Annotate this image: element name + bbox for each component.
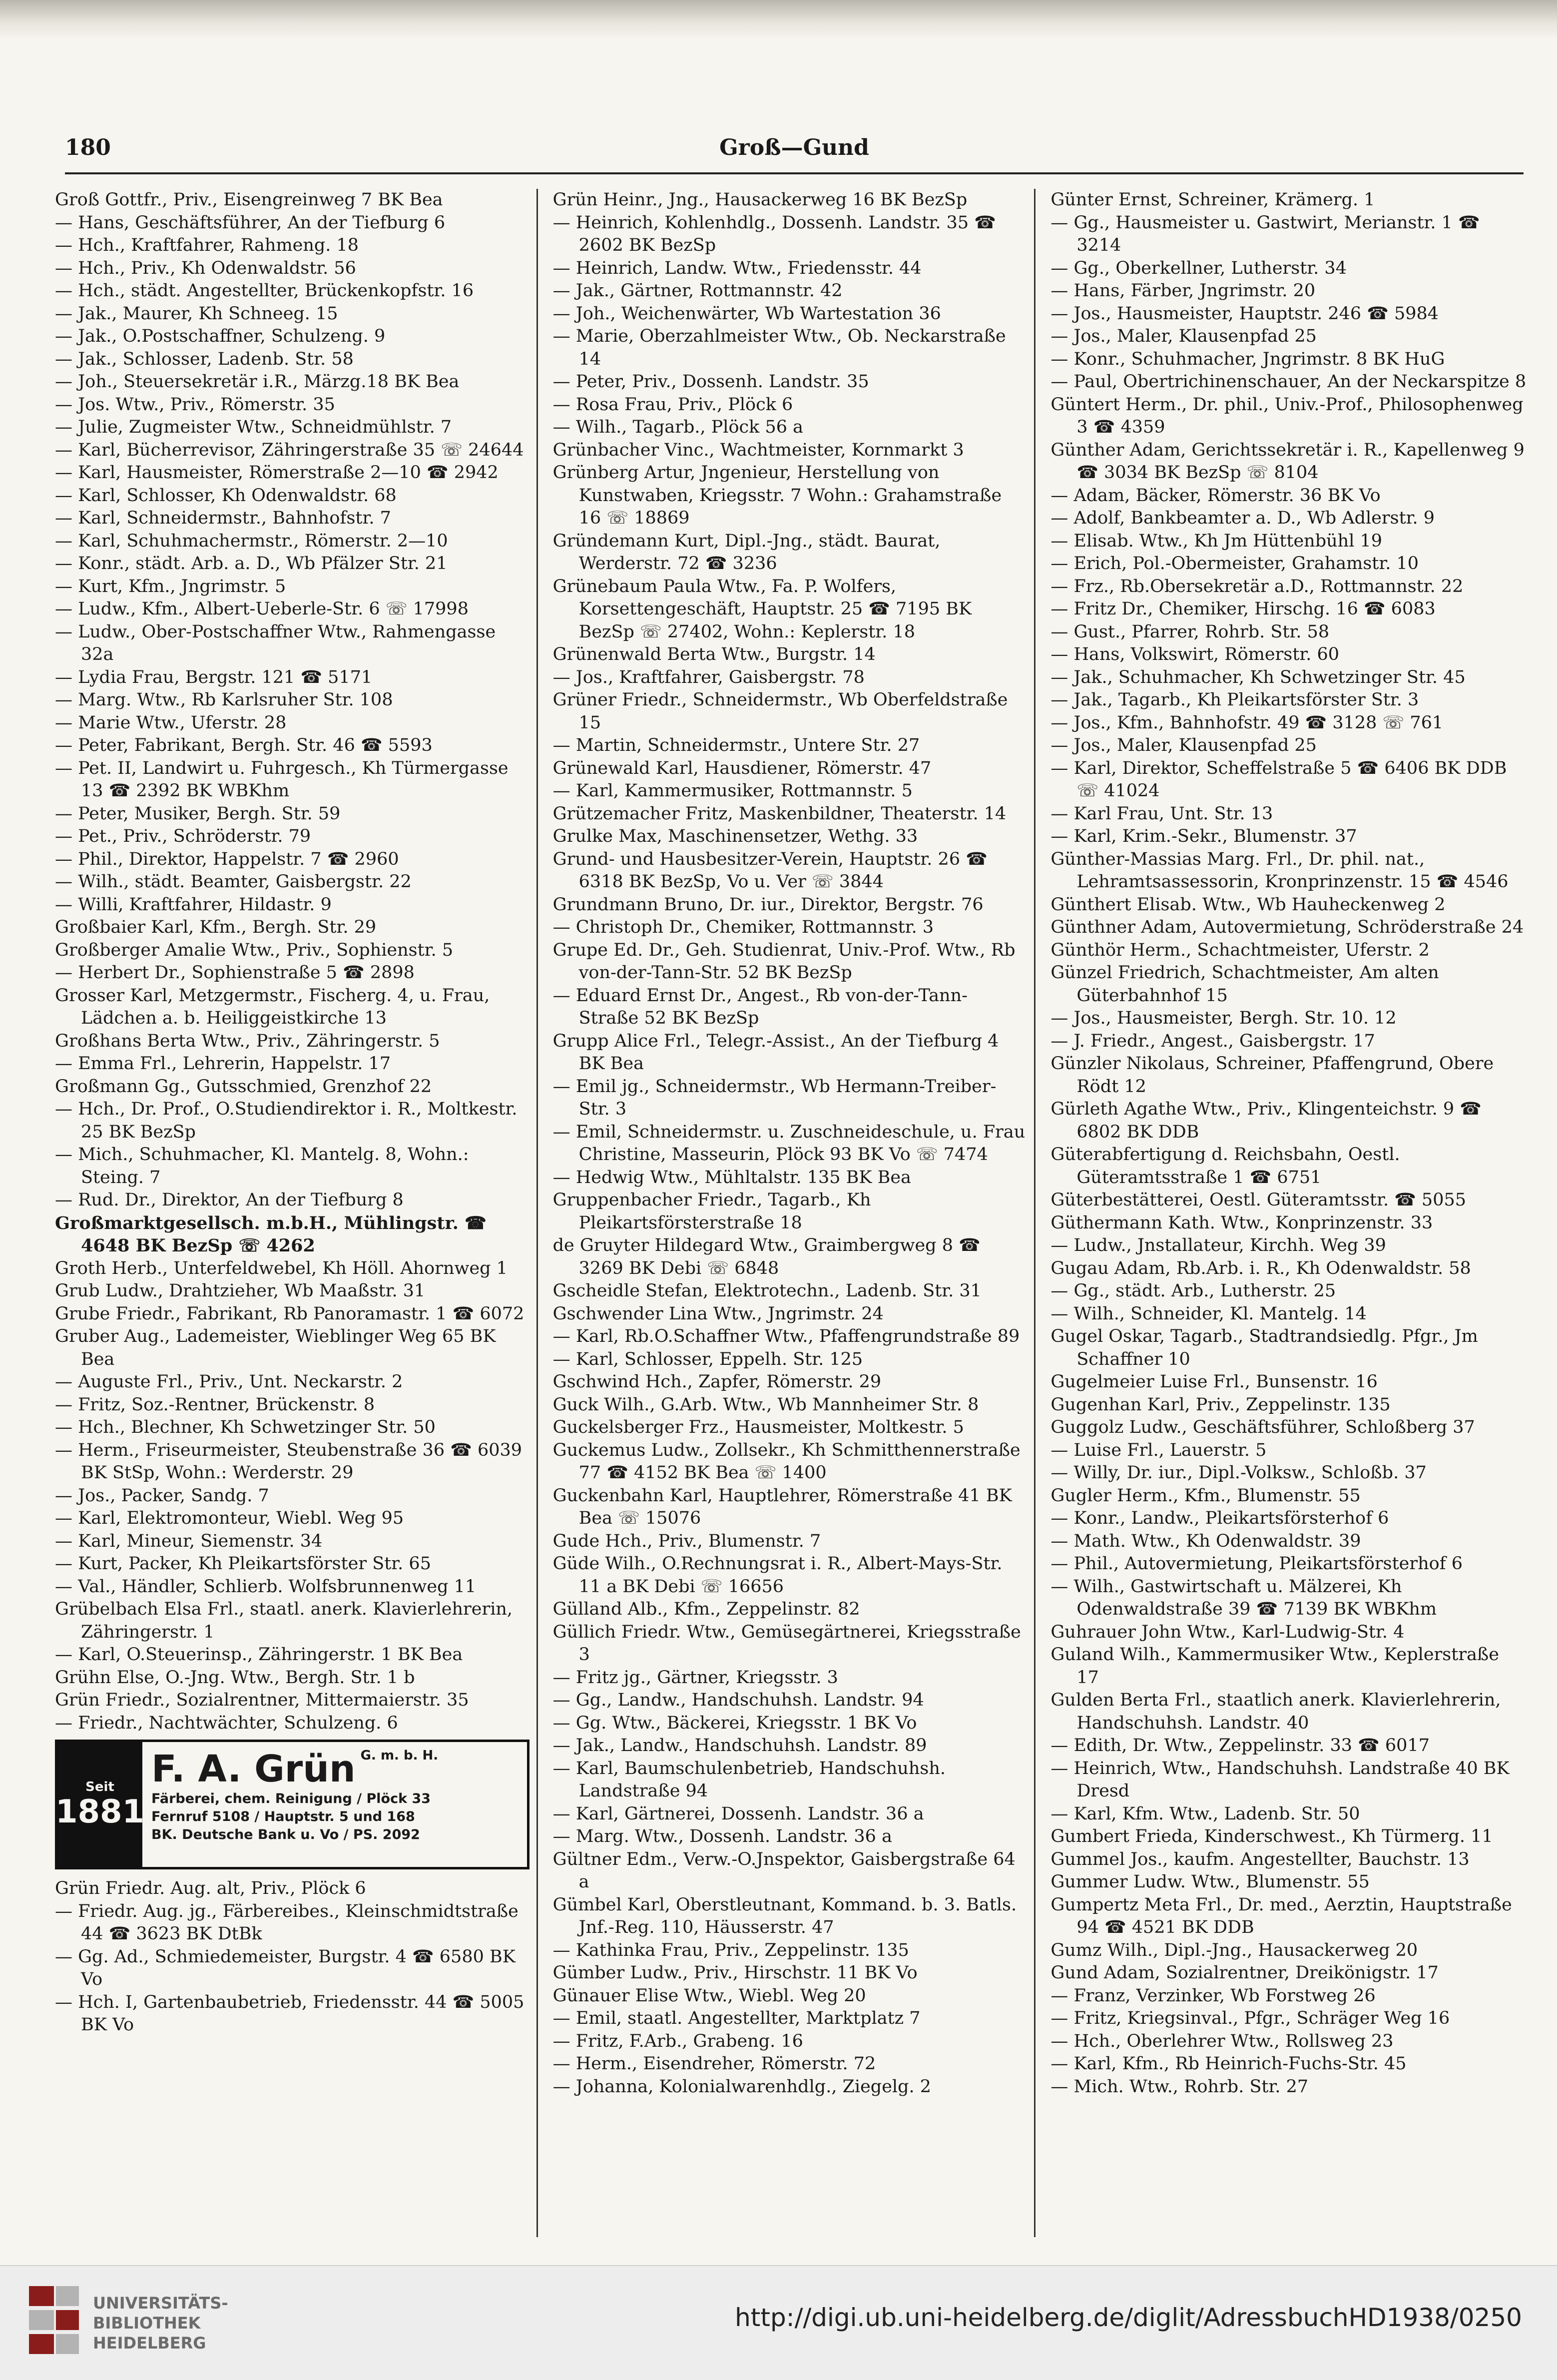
- directory-entry: — Gg., Hausmeister u. Gastwirt, Merianstr. 1 ☎ 3214: [1050, 212, 1480, 255]
- directory-entry: — Auguste Frl., Priv., Unt. Neckarstr. 2: [55, 1372, 403, 1392]
- directory-entry: Gugler Herm., Kfm., Blumenstr. 55: [1050, 1485, 1361, 1506]
- directory-entry: Gültner Edm., Verw.-O.Jnspektor, Gaisbergstraße 64 a: [552, 1849, 1016, 1892]
- directory-entry: — Karl, Kammermusiker, Rottmannstr. 5: [552, 781, 913, 801]
- directory-entry: — Friedr. Aug. jg., Färbereibes., Kleinschmidtstraße 44 ☎ 3623 BK DtBk: [55, 1901, 519, 1944]
- directory-entry: — Val., Händler, Schlierb. Wolfsbrunnenweg 11: [55, 1576, 477, 1597]
- directory-entry: — Jos., Maler, Klausenpfad 25: [1050, 735, 1317, 755]
- directory-entry: Günter Ernst, Schreiner, Krämerg. 1: [1050, 190, 1375, 210]
- directory-entry: Gude Hch., Priv., Blumenstr. 7: [552, 1531, 821, 1551]
- directory-entry: Günther-Massias Marg. Frl., Dr. phil. nat., Lehramtsassessorin, Kronprinzenstr. 15 ☎ 4546: [1050, 849, 1509, 892]
- directory-entry: — Willy, Dr. iur., Dipl.-Volksw., Schloßb. 37: [1050, 1463, 1427, 1483]
- directory-entry: Grün Friedr. Aug. alt, Priv., Plöck 6: [55, 1878, 366, 1898]
- directory-entry: Guckelsberger Frz., Hausmeister, Moltkestr. 5: [552, 1417, 964, 1437]
- source-url-link[interactable]: http://digi.ub.uni-heidelberg.de/diglit/AdressbuchHD1938/0250: [735, 2303, 1522, 2332]
- directory-entry: Grub Ludw., Drahtzieher, Wb Maaßstr. 31: [55, 1281, 426, 1301]
- directory-entry: Gumz Wilh., Dipl.-Jng., Hausackerweg 20: [1050, 1940, 1418, 1960]
- directory-entry: — Karl, Schneidermstr., Bahnhofstr. 7: [55, 508, 391, 528]
- directory-entry: — Fritz jg., Gärtner, Kriegsstr. 3: [552, 1667, 838, 1688]
- directory-entry: Gund Adam, Sozialrentner, Dreikönigstr. 17: [1050, 1963, 1439, 1983]
- directory-entry: Gugau Adam, Rb.Arb. i. R., Kh Odenwaldstr. 58: [1050, 1258, 1471, 1278]
- directory-entry: — Hch., Blechner, Kh Schwetzinger Str. 50: [55, 1417, 436, 1437]
- directory-entry: Grützemacher Fritz, Maskenbildner, Theaterstr. 14: [552, 803, 1007, 824]
- directory-entry: — Franz, Verzinker, Wb Forstweg 26: [1050, 1985, 1376, 2006]
- directory-entry: Gürleth Agathe Wtw., Priv., Klingenteichstr. 9 ☎ 6802 BK DDB: [1050, 1099, 1482, 1142]
- directory-entry: Gugelmeier Luise Frl., Bunsenstr. 16: [1050, 1372, 1378, 1392]
- directory-entry: Grünebaum Paula Wtw., Fa. P. Wolfers, Korsettengeschäft, Hauptstr. 25 ☎ 7195 BK BezSp ☏ 27402, Wohn.: Keplerstr. 18: [552, 576, 972, 642]
- directory-entry: Grüner Friedr., Schneidermstr., Wb Oberfeldstraße 15: [552, 690, 1008, 733]
- directory-entry: — Erich, Pol.-Obermeister, Grahamstr. 10: [1050, 554, 1419, 574]
- directory-entry: — Karl, Gärtnerei, Dossenh. Landstr. 36 a: [552, 1803, 924, 1824]
- directory-entry: — Friedr., Nachtwächter, Schulzeng. 6: [55, 1713, 398, 1733]
- directory-entry: — Christoph Dr., Chemiker, Rottmannstr. 3: [552, 917, 934, 937]
- directory-entry: — Herm., Friseurmeister, Steubenstraße 36 ☎ 6039 BK StSp, Wohn.: Werderstr. 29: [55, 1440, 522, 1483]
- directory-entry: Günauer Elise Wtw., Wiebl. Weg 20: [552, 1985, 866, 2006]
- directory-entry: — Joh., Steuersekretär i.R., Märzg.18 BK Bea: [55, 372, 460, 392]
- directory-entry: Gummer Ludw. Wtw., Blumenstr. 55: [1050, 1872, 1370, 1892]
- directory-entry: — Marie Wtw., Uferstr. 28: [55, 712, 287, 733]
- ad-line-1: Färberei, chem. Reinigung / Plöck 33: [151, 1791, 431, 1806]
- directory-entry: — Gust., Pfarrer, Rohrb. Str. 58: [1050, 621, 1330, 642]
- directory-entry: — Karl Frau, Unt. Str. 13: [1050, 803, 1273, 824]
- page-number: 180: [65, 135, 111, 160]
- directory-entry: Günthner Adam, Autovermietung, Schröderstraße 24: [1050, 917, 1524, 937]
- directory-entry: Grosser Karl, Metzgermstr., Fischerg. 4, u. Frau, Lädchen a. b. Heiliggeistkirche 13: [55, 985, 490, 1028]
- column-1: [55, 189, 538, 2237]
- directory-entry: — Marg. Wtw., Rb Karlsruher Str. 108: [55, 690, 393, 710]
- directory-entry: Gruber Aug., Lademeister, Wieblinger Weg 65 BK Bea: [55, 1326, 496, 1369]
- directory-entry: Groß Gottfr., Priv., Eisengreinweg 7 BK Bea: [55, 190, 443, 210]
- directory-entry: — Herm., Eisendreher, Römerstr. 72: [552, 2054, 876, 2074]
- directory-entry: — Jak., Gärtner, Rottmannstr. 42: [552, 281, 843, 301]
- directory-entry: — Konr., Landw., Pleikartsförsterhof 6: [1050, 1508, 1389, 1528]
- ad-year: 1881: [55, 1793, 145, 1830]
- ad-line-2: Fernruf 5108 / Hauptstr. 5 und 168: [151, 1809, 415, 1824]
- directory-entry: Güterbestätterei, Oestl. Güteramtsstr. ☎ 5055: [1050, 1190, 1467, 1210]
- directory-entry: — Emil, staatl. Angestellter, Marktplatz 7: [552, 2008, 921, 2028]
- page-range-title: Groß—Gund: [719, 135, 869, 160]
- directory-entry: — Pet., Priv., Schröderstr. 79: [55, 826, 311, 846]
- directory-entry: — J. Friedr., Angest., Gaisbergstr. 17: [1050, 1031, 1375, 1051]
- library-logo-icon: [24, 2286, 84, 2356]
- directory-entry: — Karl, Bücherrevisor, Zähringerstraße 35 ☏ 24644: [55, 440, 524, 460]
- directory-entry: — Pet. II, Landwirt u. Fuhrgesch., Kh Türmergasse 13 ☎ 2392 BK WBKhm: [55, 758, 509, 801]
- directory-entry: — Wilh., Gastwirtschaft u. Mälzerei, Kh Odenwaldstraße 39 ☎ 7139 BK WBKhm: [1050, 1576, 1437, 1619]
- directory-entry: — Jak., O.Postschaffner, Schulzeng. 9: [55, 326, 386, 346]
- directory-entry: Gummel Jos., kaufm. Angestellter, Bauchstr. 13: [1050, 1849, 1470, 1869]
- directory-entry: Günthert Elisab. Wtw., Wb Hauheckenweg 2: [1050, 894, 1446, 915]
- directory-entry: Gümber Ludw., Priv., Hirschstr. 11 BK Vo: [552, 1963, 918, 1983]
- directory-entry: — Karl, Rb.O.Schaffner Wtw., Pfaffengrundstraße 89: [552, 1326, 1020, 1346]
- directory-entry: Günzel Friedrich, Schachtmeister, Am alten Güterbahnhof 15: [1050, 963, 1439, 1006]
- directory-entry: — Hch., städt. Angestellter, Brückenkopfstr. 16: [55, 281, 474, 301]
- directory-entry: Grube Friedr., Fabrikant, Rb Panoramastr. 1 ☎ 6072: [55, 1303, 524, 1324]
- directory-entry: — Kathinka Frau, Priv., Zeppelinstr. 135: [552, 1940, 909, 1960]
- directory-entry: Gumbert Frieda, Kinderschwest., Kh Türmerg. 11: [1050, 1826, 1493, 1846]
- directory-entry: — Jos., Maler, Klausenpfad 25: [1050, 326, 1317, 346]
- directory-entry: Guck Wilh., G.Arb. Wtw., Wb Mannheimer Str. 8: [552, 1394, 979, 1415]
- library-name: [93, 2293, 293, 2353]
- directory-entry: Groth Herb., Unterfeldwebel, Kh Höll. Ahornweg 1: [55, 1258, 508, 1278]
- directory-entry: — Gg., Landw., Handschuhsh. Landstr. 94: [552, 1690, 924, 1710]
- directory-entry: — Jak., Landw., Handschuhsh. Landstr. 89: [552, 1736, 927, 1756]
- directory-entry: — Rud. Dr., Direktor, An der Tiefburg 8: [55, 1190, 404, 1210]
- directory-entry: — Rosa Frau, Priv., Plöck 6: [552, 394, 793, 415]
- directory-entry: Gugel Oskar, Tagarb., Stadtrandsiedlg. Pfgr., Jm Schaffner 10: [1050, 1326, 1478, 1369]
- directory-entry: Guland Wilh., Kammermusiker Wtw., Keplerstraße 17: [1050, 1645, 1500, 1688]
- directory-entry: — Willi, Kraftfahrer, Hildastr. 9: [55, 894, 332, 915]
- directory-entry: Gscheidle Stefan, Elektrotechn., Ladenb. Str. 31: [552, 1281, 982, 1301]
- directory-entry: — Jos. Wtw., Priv., Römerstr. 35: [55, 394, 335, 415]
- directory-entry: — Lydia Frau, Bergstr. 121 ☎ 5171: [55, 667, 373, 687]
- directory-entry: — Hans, Volkswirt, Römerstr. 60: [1050, 644, 1340, 664]
- scan-top-edge: [0, 0, 1557, 40]
- directory-entry: — Karl, Mineur, Siemenstr. 34: [55, 1531, 323, 1551]
- directory-entry: Großbaier Karl, Kfm., Bergh. Str. 29: [55, 917, 377, 937]
- directory-entry: — Hans, Färber, Jngrimstr. 20: [1050, 281, 1316, 301]
- directory-entry: — Hans, Geschäftsführer, An der Tiefburg 6: [55, 212, 446, 233]
- directory-entry: Güntert Herm., Dr. phil., Univ.-Prof., Philosophenweg 3 ☎ 4359: [1050, 394, 1524, 437]
- directory-entry: Guggolz Ludw., Geschäftsführer, Schloßberg 37: [1050, 1417, 1475, 1437]
- directory-entry: Güterabfertigung d. Reichsbahn, Oestl. Güteramtsstraße 1 ☎ 6751: [1050, 1145, 1400, 1188]
- directory-entry: Grünenwald Berta Wtw., Burgstr. 14: [552, 644, 876, 664]
- directory-entry: — Adam, Bäcker, Römerstr. 36 BK Vo: [1050, 485, 1381, 506]
- directory-entry: — Joh., Weichenwärter, Wb Wartestation 36: [552, 303, 941, 324]
- column-3: [1050, 189, 1534, 2237]
- directory-entry: — Luise Frl., Lauerstr. 5: [1050, 1440, 1267, 1460]
- directory-entry: Günthör Herm., Schachtmeister, Uferstr. 2: [1050, 940, 1430, 960]
- directory-entry: — Mich., Schuhmacher, Kl. Mantelg. 8, Wohn.: Steing. 7: [55, 1145, 469, 1188]
- directory-entry: — Ludw., Ober-Postschaffner Wtw., Rahmengasse 32a: [55, 621, 496, 664]
- directory-entry: — Gg., städt. Arb., Lutherstr. 25: [1050, 1281, 1336, 1301]
- directory-entry: — Adolf, Bankbeamter a. D., Wb Adlerstr. 9: [1050, 508, 1435, 528]
- footer-bar: [0, 2265, 1557, 2380]
- directory-entry: — Karl, Hausmeister, Römerstraße 2—10 ☎ 2942: [55, 463, 499, 483]
- directory-entry: Großmann Gg., Gutsschmied, Grenzhof 22: [55, 1076, 432, 1097]
- library-name-line-1: UNIVERSITÄTS-: [93, 2294, 228, 2313]
- directory-entry: — Wilh., städt. Beamter, Gaisbergstr. 22: [55, 872, 412, 892]
- directory-entry: — Herbert Dr., Sophienstraße 5 ☎ 2898: [55, 963, 415, 983]
- directory-entry: — Konr., Schuhmacher, Jngrimstr. 8 BK HuG: [1050, 349, 1445, 369]
- directory-entry: Günzler Nikolaus, Schreiner, Pfaffengrund, Obere Rödt 12: [1050, 1054, 1494, 1097]
- directory-entry: — Frz., Rb.Obersekretär a.D., Rottmannstr. 22: [1050, 576, 1464, 596]
- directory-entry: — Ludw., Kfm., Albert-Ueberle-Str. 6 ☏ 17998: [55, 599, 469, 619]
- page-header: [65, 135, 1524, 165]
- directory-entry: — Hedwig Wtw., Mühltalstr. 135 BK Bea: [552, 1167, 911, 1188]
- directory-entry: — Math. Wtw., Kh Odenwaldstr. 39: [1050, 1531, 1361, 1551]
- directory-entry: Gschwender Lina Wtw., Jngrimstr. 24: [552, 1303, 884, 1324]
- directory-entry: — Emil, Schneidermstr. u. Zuschneideschule, u. Frau Christine, Masseurin, Plöck 93 BK Vo ☏ 7474: [552, 1122, 1026, 1165]
- directory-entry: — Julie, Zugmeister Wtw., Schneidmühlstr. 7: [55, 417, 452, 437]
- directory-entry: Grübelbach Elsa Frl., staatl. anerk. Klavierlehrerin, Zähringerstr. 1: [55, 1599, 513, 1642]
- directory-columns: [55, 189, 1534, 2237]
- directory-entry: — Karl, Schlosser, Kh Odenwaldstr. 68: [55, 485, 397, 506]
- directory-entry: — Peter, Musiker, Bergh. Str. 59: [55, 803, 341, 824]
- directory-entry: Gulden Berta Frl., staatlich anerk. Klavierlehrerin, Handschuhsh. Landstr. 40: [1050, 1690, 1501, 1733]
- directory-entry: — Fritz, Kriegsinval., Pfgr., Schräger Weg 16: [1050, 2008, 1450, 2028]
- directory-entry: — Wilh., Schneider, Kl. Mantelg. 14: [1050, 1303, 1367, 1324]
- directory-entry: Gümbel Karl, Oberstleutnant, Kommand. b. 3. Batls. Jnf.-Reg. 110, Häusserstr. 47: [552, 1894, 1017, 1937]
- ad-year-block: [55, 1742, 145, 1867]
- directory-entry: — Eduard Ernst Dr., Angest., Rb von-der-Tann-Straße 52 BK BezSp: [552, 985, 968, 1028]
- directory-entry: Großberger Amalie Wtw., Priv., Sophienstr. 5: [55, 940, 454, 960]
- directory-entry: — Gg., Oberkellner, Lutherstr. 34: [1050, 258, 1347, 278]
- directory-entry: Gugenhan Karl, Priv., Zeppelinstr. 135: [1050, 1394, 1391, 1415]
- column-2: [553, 189, 1036, 2237]
- directory-entry: — Karl, Schuhmachermstr., Römerstr. 2—10: [55, 531, 448, 551]
- directory-entry: — Jak., Schlosser, Ladenb. Str. 58: [55, 349, 354, 369]
- directory-entry: — Heinrich, Wtw., Handschuhsh. Landstraße 40 BK Dresd: [1050, 1758, 1510, 1801]
- directory-entry: — Karl, Direktor, Scheffelstraße 5 ☎ 6406 BK DDB ☏ 41024: [1050, 758, 1507, 801]
- directory-entry: — Karl, Kfm., Rb Heinrich-Fuchs-Str. 45: [1050, 2054, 1407, 2074]
- directory-entry: — Marie, Oberzahlmeister Wtw., Ob. Neckarstraße 14: [552, 326, 1006, 369]
- directory-entry: — Jos., Kraftfahrer, Gaisbergstr. 78: [552, 667, 865, 687]
- directory-entry: — Karl, Kfm. Wtw., Ladenb. Str. 50: [1050, 1803, 1360, 1824]
- directory-entry: Grupp Alice Frl., Telegr.-Assist., An der Tiefburg 4 BK Bea: [552, 1031, 999, 1074]
- directory-entry: — Emma Frl., Lehrerin, Happelstr. 17: [55, 1054, 391, 1074]
- directory-entry: — Fritz, Soz.-Rentner, Brückenstr. 8: [55, 1394, 375, 1415]
- directory-entry: Grün Heinr., Jng., Hausackerweg 16 BK BezSp: [552, 190, 968, 210]
- directory-entry: — Jos., Hausmeister, Hauptstr. 246 ☎ 5984: [1050, 303, 1439, 324]
- directory-entry: Gruppenbacher Friedr., Tagarb., Kh Pleikartsförsterstraße 18: [552, 1190, 871, 1233]
- directory-entry: — Martin, Schneidermstr., Untere Str. 27: [552, 735, 920, 755]
- ad-company-name: F. A. Grün: [151, 1748, 356, 1790]
- directory-entry: — Peter, Priv., Dossenh. Landstr. 35: [552, 372, 869, 392]
- directory-entry: — Phil., Autovermietung, Pleikartsförsterhof 6: [1050, 1554, 1463, 1574]
- directory-entry: de Gruyter Hildegard Wtw., Graimbergweg 8 ☎ 3269 BK Debi ☏ 6848: [552, 1235, 981, 1278]
- directory-entry: Güde Wilh., O.Rechnungsrat i. R., Albert-Mays-Str. 11 a BK Debi ☏ 16656: [552, 1554, 1003, 1597]
- directory-entry: — Mich. Wtw., Rohrb. Str. 27: [1050, 2076, 1309, 2097]
- directory-entry: Gumpertz Meta Frl., Dr. med., Aerztin, Hauptstraße 94 ☎ 4521 BK DDB: [1050, 1894, 1512, 1937]
- directory-entry: Grünewald Karl, Hausdiener, Römerstr. 47: [552, 758, 932, 778]
- directory-entry: Grupe Ed. Dr., Geh. Studienrat, Univ.-Prof. Wtw., Rb von-der-Tann-Str. 52 BK BezSp: [552, 940, 1016, 983]
- ad-content: [142, 1742, 527, 1867]
- directory-entry: — Hch., Oberlehrer Wtw., Rollsweg 23: [1050, 2031, 1394, 2051]
- directory-entry: — Hch. I, Gartenbaubetrieb, Friedensstr. 44 ☎ 5005 BK Vo: [55, 1992, 524, 2035]
- directory-entry: Grünbacher Vinc., Wachtmeister, Kornmarkt 3: [552, 440, 964, 460]
- header-rule: [65, 172, 1524, 174]
- directory-entry: — Jos., Kfm., Bahnhofstr. 49 ☎ 3128 ☏ 761: [1050, 712, 1444, 733]
- directory-entry: Güllich Friedr. Wtw., Gemüsegärtnerei, Kriegsstraße 3: [552, 1622, 1021, 1665]
- directory-entry: — Edith, Dr. Wtw., Zeppelinstr. 33 ☎ 6017: [1050, 1736, 1430, 1756]
- directory-entry: — Wilh., Tagarb., Plöck 56 a: [552, 417, 804, 437]
- directory-entry: — Karl, Elektromonteur, Wiebl. Weg 95: [55, 1508, 404, 1528]
- directory-entry: — Hch., Priv., Kh Odenwaldstr. 56: [55, 258, 356, 278]
- directory-entry: — Heinrich, Kohlenhdlg., Dossenh. Landstr. 35 ☎ 2602 BK BezSp: [552, 212, 996, 255]
- directory-entry: Gschwind Hch., Zapfer, Römerstr. 29: [552, 1372, 882, 1392]
- directory-entry: — Jak., Maurer, Kh Schneeg. 15: [55, 303, 338, 324]
- directory-entry: Grund- und Hausbesitzer-Verein, Hauptstr. 26 ☎ 6318 BK BezSp, Vo u. Ver ☏ 3844: [552, 849, 988, 892]
- directory-entry: — Hch., Kraftfahrer, Rahmeng. 18: [55, 235, 359, 255]
- directory-entry: Großhans Berta Wtw., Priv., Zähringerstr. 5: [55, 1031, 440, 1051]
- directory-entry: — Kurt, Packer, Kh Pleikartsförster Str. 65: [55, 1554, 431, 1574]
- directory-entry: — Hch., Dr. Prof., O.Studiendirektor i. R., Moltkestr. 25 BK BezSp: [55, 1099, 518, 1142]
- directory-entry: — Gg. Wtw., Bäckerei, Kriegsstr. 1 BK Vo: [552, 1713, 917, 1733]
- directory-entry: — Karl, O.Steuerinsp., Zähringerstr. 1 BK Bea: [55, 1645, 463, 1665]
- directory-entry: Gülland Alb., Kfm., Zeppelinstr. 82: [552, 1599, 860, 1619]
- ad-line-3: BK. Deutsche Bank u. Vo / PS. 2092: [151, 1827, 420, 1842]
- directory-entry: — Heinrich, Landw. Wtw., Friedensstr. 44: [552, 258, 922, 278]
- directory-entry: — Ludw., Jnstallateur, Kirchh. Weg 39: [1050, 1235, 1386, 1255]
- directory-entry: Grün Friedr., Sozialrentner, Mittermaierstr. 35: [55, 1690, 469, 1710]
- directory-entry: — Phil., Direktor, Happelstr. 7 ☎ 2960: [55, 849, 399, 869]
- directory-entry: Günther Adam, Gerichtssekretär i. R., Kapellenweg 9 ☎ 3034 BK BezSp ☏ 8104: [1050, 440, 1525, 483]
- library-name-line-2: BIBLIOTHEK: [93, 2314, 201, 2333]
- advertisement-box: [55, 1740, 529, 1869]
- directory-entry: Gründemann Kurt, Dipl.-Jng., städt. Baurat, Werderstr. 72 ☎ 3236: [552, 531, 941, 574]
- directory-entry: — Jak., Schuhmacher, Kh Schwetzinger Str. 45: [1050, 667, 1466, 687]
- directory-entry: — Elisab. Wtw., Kh Jm Hüttenbühl 19: [1050, 531, 1383, 551]
- directory-entry: Guhrauer John Wtw., Karl-Ludwig-Str. 4: [1050, 1622, 1405, 1642]
- directory-entry: — Karl, Baumschulenbetrieb, Handschuhsh. Landstraße 94: [552, 1758, 946, 1801]
- ad-legal-form: G. m. b. H.: [360, 1748, 439, 1763]
- directory-entry: — Paul, Obertrichinenschauer, An der Neckarspitze 8: [1050, 372, 1527, 392]
- directory-entry: — Karl, Schlosser, Eppelh. Str. 125: [552, 1349, 863, 1369]
- directory-entry: — Gg. Ad., Schmiedemeister, Burgstr. 4 ☎ 6580 BK Vo: [55, 1946, 516, 1989]
- directory-entry: — Jos., Packer, Sandg. 7: [55, 1485, 269, 1506]
- directory-entry: Grühn Else, O.-Jng. Wtw., Bergh. Str. 1 b: [55, 1667, 415, 1688]
- directory-entry: — Kurt, Kfm., Jngrimstr. 5: [55, 576, 286, 596]
- directory-entry: Grundmann Bruno, Dr. iur., Direktor, Bergstr. 76: [552, 894, 984, 915]
- directory-entry: — Jak., Tagarb., Kh Pleikartsförster Str. 3: [1050, 690, 1419, 710]
- directory-entry: Großmarktgesellsch. m.b.H., Mühlingstr. ☎ 4648 BK BezSp ☏ 4262: [55, 1212, 487, 1256]
- directory-entry: Grulke Max, Maschinensetzer, Wethg. 33: [552, 826, 918, 846]
- ad-seit: Seit: [85, 1780, 114, 1794]
- directory-entry: — Johanna, Kolonialwarenhdlg., Ziegelg. 2: [552, 2076, 932, 2097]
- directory-entry: — Fritz, F.Arb., Grabeng. 16: [552, 2031, 803, 2051]
- directory-entry: — Peter, Fabrikant, Bergh. Str. 46 ☎ 5593: [55, 735, 433, 755]
- directory-entry: — Fritz Dr., Chemiker, Hirschg. 16 ☎ 6083: [1050, 599, 1436, 619]
- directory-entry: Guckemus Ludw., Zollsekr., Kh Schmitthennerstraße 77 ☎ 4152 BK Bea ☏ 1400: [552, 1440, 1021, 1483]
- directory-entry: — Karl, Krim.-Sekr., Blumenstr. 37: [1050, 826, 1357, 846]
- directory-entry: Grünberg Artur, Jngenieur, Herstellung von Kunstwaben, Kriegsstr. 7 Wohn.: Grahamstraße 16 ☏ 18869: [552, 463, 1002, 528]
- directory-entry: — Marg. Wtw., Dossenh. Landstr. 36 a: [552, 1826, 892, 1846]
- directory-entry: — Jos., Hausmeister, Bergh. Str. 10. 12: [1050, 1008, 1397, 1028]
- directory-entry: — Emil jg., Schneidermstr., Wb Hermann-Treiber-Str. 3: [552, 1076, 997, 1119]
- directory-entry: Güthermann Kath. Wtw., Konprinzenstr. 33: [1050, 1212, 1433, 1233]
- library-name-line-3: HEIDELBERG: [93, 2334, 206, 2353]
- directory-entry: Guckenbahn Karl, Hauptlehrer, Römerstraße 41 BK Bea ☏ 15076: [552, 1485, 1012, 1528]
- directory-entry: — Konr., städt. Arb. a. D., Wb Pfälzer Str. 21: [55, 554, 448, 574]
